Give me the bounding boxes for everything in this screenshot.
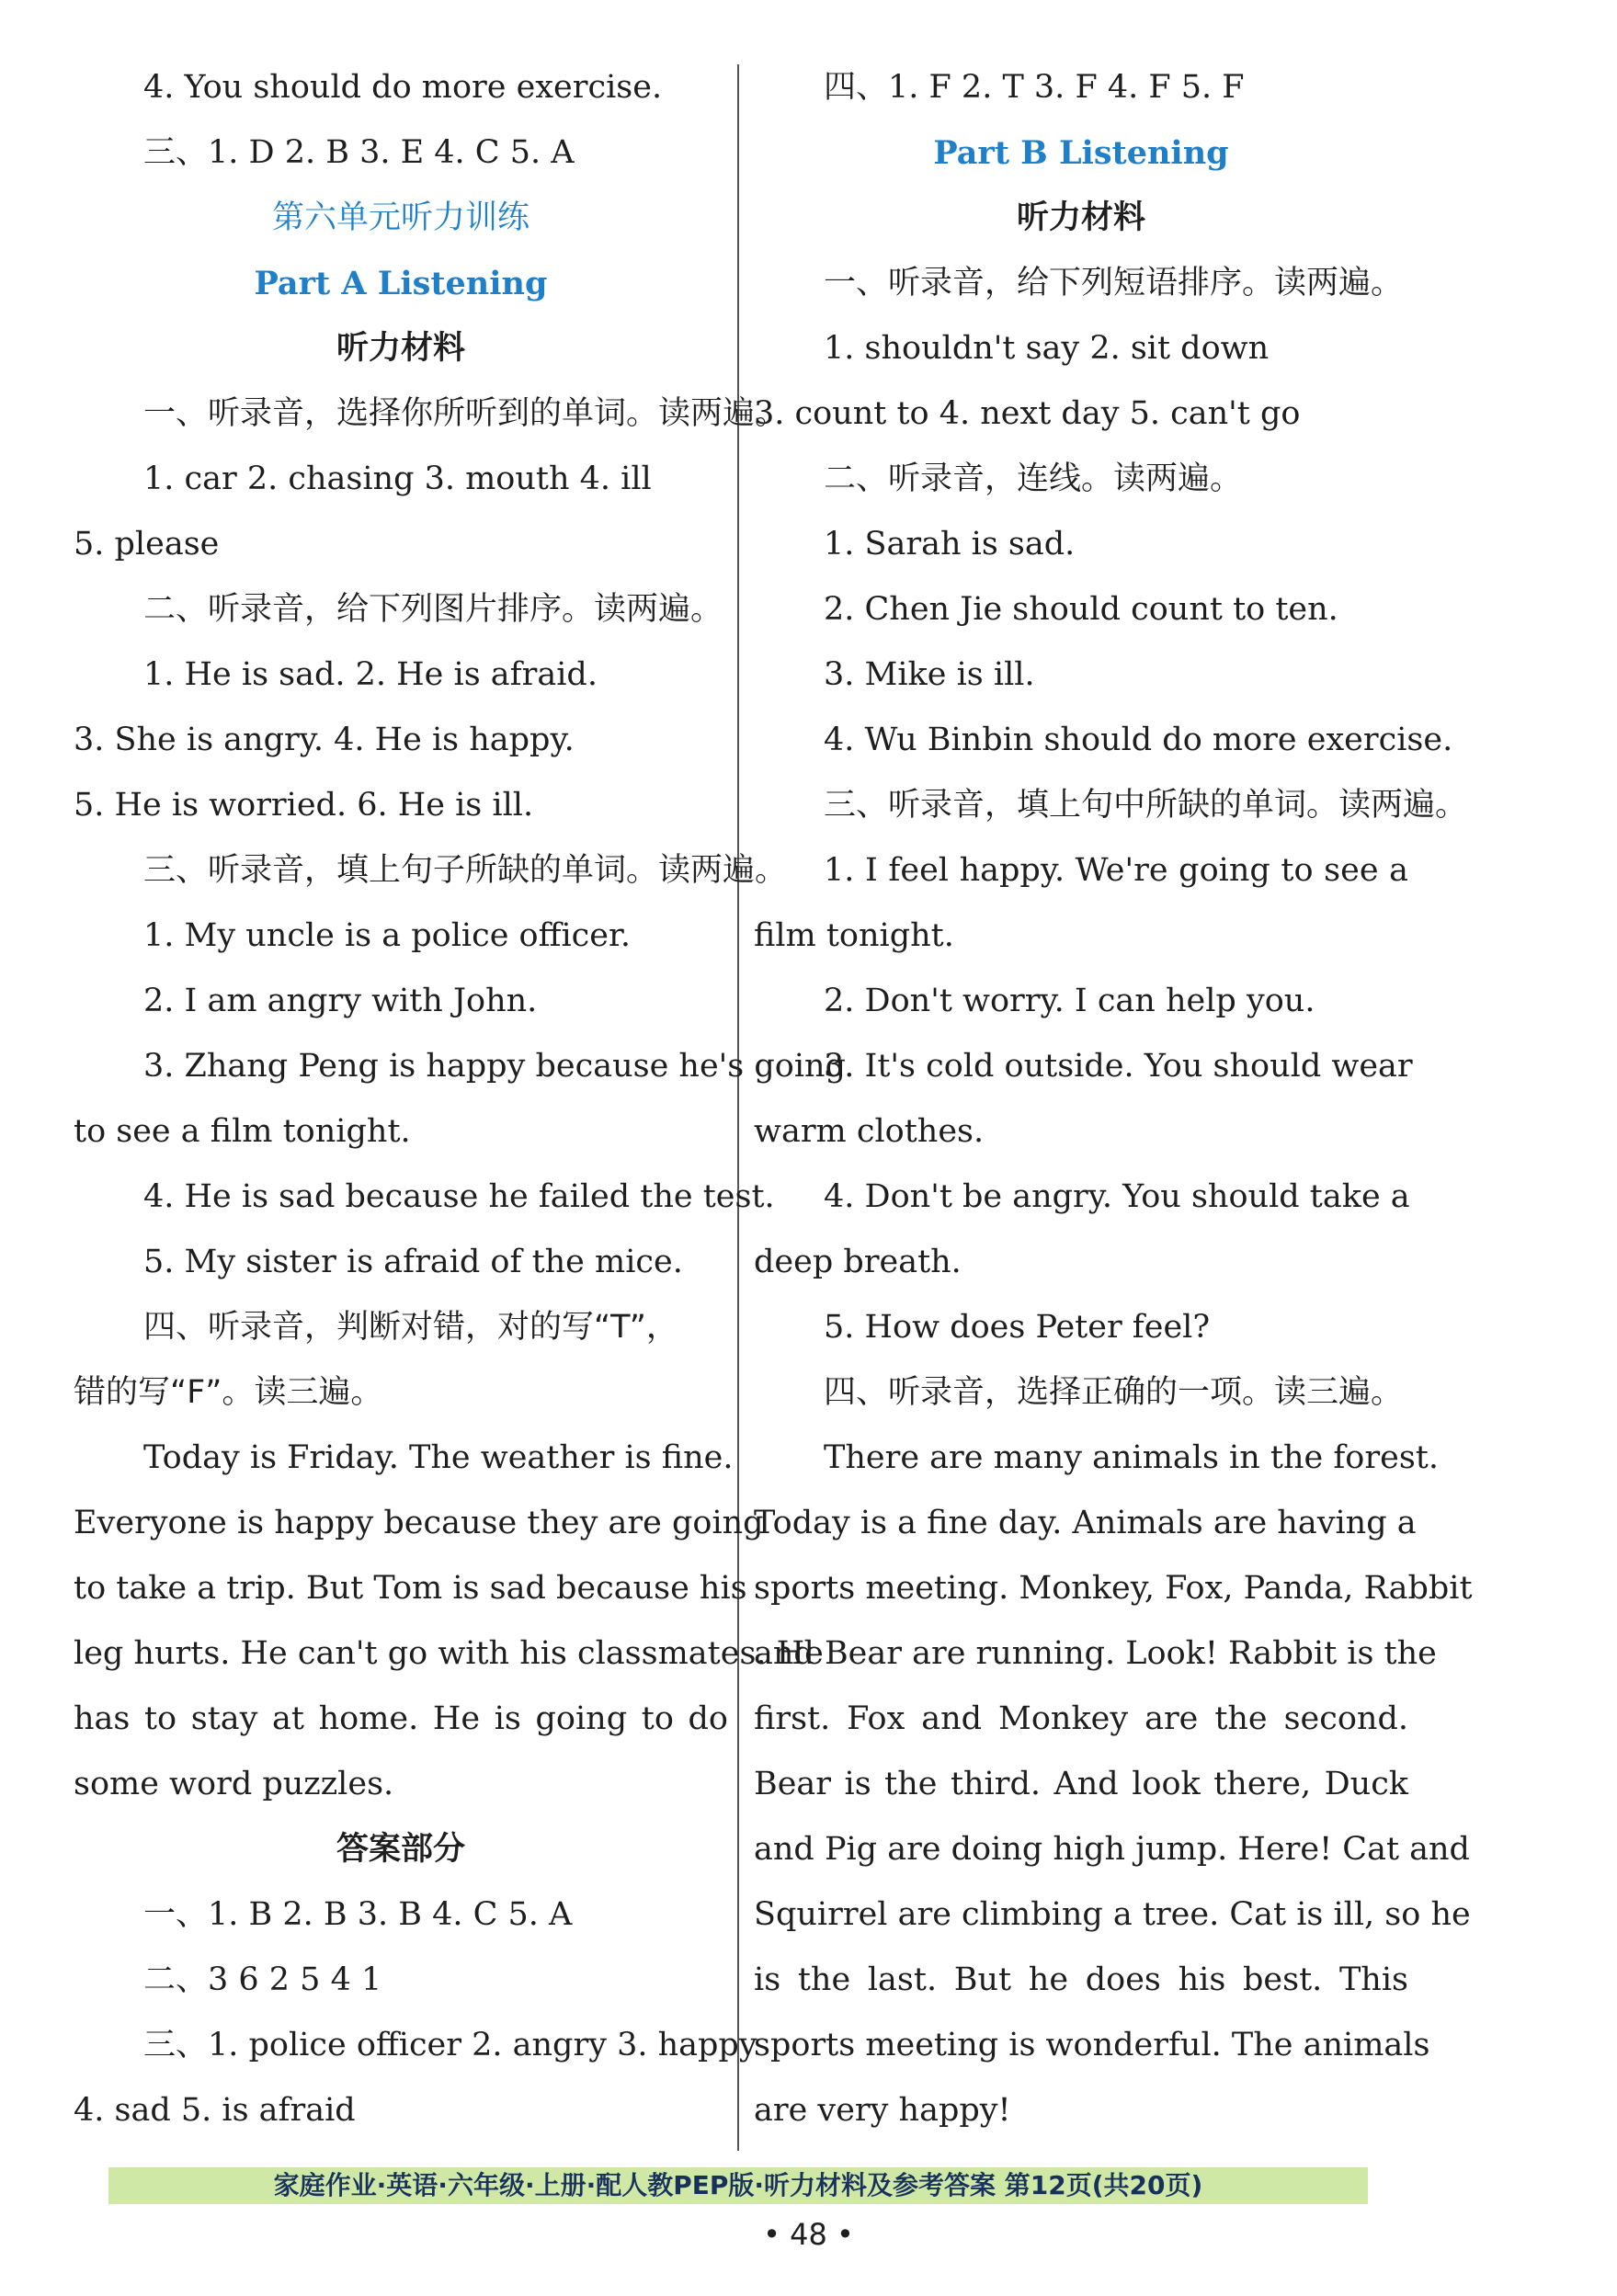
item-line: deep breath. [754, 1244, 962, 1280]
footer-banner: 家庭作业·英语·六年级·上册·配人教PEP版·听力材料及参考答案 第12页(共20页) [108, 2167, 1368, 2204]
passage-line: are very happy! [754, 2092, 1011, 2129]
item-line: 3. She is angry. 4. He is happy. [74, 722, 575, 758]
column-divider [737, 64, 739, 2151]
answer-line: 三、1. police officer 2. angry 3. happy [143, 2027, 757, 2063]
section-heading: 听力材料 [336, 330, 465, 367]
item-line: warm clothes. [754, 1113, 985, 1150]
passage-line: first. Fox and Monkey are the second. [754, 1700, 1408, 1737]
passage-line: Everyone is happy because they are going [74, 1505, 764, 1541]
passage-line: has to stay at home. He is going to do [74, 1700, 728, 1737]
item-line: 1. car 2. chasing 3. mouth 4. ill [143, 460, 652, 497]
page-number: • 48 • [763, 2217, 854, 2252]
item-line: 4. He is sad because he failed the test. [143, 1178, 775, 1215]
item-line: 3. It's cold outside. You should wear [824, 1048, 1413, 1085]
item-line: 3. Zhang Peng is happy because he's going [143, 1048, 846, 1085]
left-column [74, 55, 846, 2143]
item-line: 5. please [74, 526, 220, 563]
instruction-line: 一、听录音，选择你所听到的单词。读两遍。 [143, 395, 788, 432]
item-line: 3. count to 4. next day 5. can't go [754, 395, 1301, 432]
part-b-heading: Part B Listening [933, 134, 1229, 172]
instruction-line: 二、听录音，给下列图片排序。读两遍。 [143, 591, 723, 628]
item-line: 5. He is worried. 6. He is ill. [74, 787, 534, 824]
passage-line: There are many animals in the forest. [824, 1439, 1439, 1476]
item-line: 4. Don't be angry. You should take a [824, 1178, 1410, 1215]
passage-line: sports meeting is wonderful. The animals [754, 2027, 1430, 2063]
passage-line: to take a trip. But Tom is sad because his [74, 1570, 747, 1607]
instruction-line: 二、听录音，连线。读两遍。 [824, 460, 1243, 497]
item-line: 1. I feel happy. We're going to see a [824, 852, 1408, 889]
passage-line: Squirrel are climbing a tree. Cat is ill, so he [754, 1896, 1471, 1933]
passage-line: Today is Friday. The weather is fine. [143, 1439, 734, 1476]
answer-line: 三、1. D 2. B 3. E 4. C 5. A [143, 134, 575, 171]
item-line: 1. He is sad. 2. He is afraid. [143, 656, 598, 693]
instruction-line: 四、听录音，选择正确的一项。读三遍。 [824, 1374, 1404, 1411]
instruction-line: 三、听录音，填上句中所缺的单词。读两遍。 [824, 787, 1468, 824]
item-line: 1. shouldn't say 2. sit down [824, 330, 1270, 367]
item-line: 2. Don't worry. I can help you. [824, 983, 1315, 1019]
item-line: 3. Mike is ill. [824, 656, 1035, 693]
item-line: 5. How does Peter feel? [824, 1309, 1211, 1346]
answer-line: 4. sad 5. is afraid [74, 2092, 356, 2129]
instruction-line: 错的写“F”。读三遍。 [74, 1374, 383, 1411]
passage-line: is the last. But he does his best. This [754, 1961, 1408, 1998]
instruction-line: 三、听录音，填上句子所缺的单词。读两遍。 [143, 852, 788, 889]
instruction-line: 四、听录音，判断对错，对的写“T”， [143, 1309, 678, 1346]
passage-line: leg hurts. He can't go with his classmates. He [74, 1635, 824, 1672]
answer-line: 一、1. B 2. B 3. B 4. C 5. A [143, 1896, 573, 1933]
item-line: 5. My sister is afraid of the mice. [143, 1244, 683, 1280]
item-line: to see a film tonight. [74, 1113, 411, 1150]
passage-line: Bear is the third. And look there, Duck [754, 1766, 1408, 1802]
item-line: 1. Sarah is sad. [824, 526, 1076, 563]
part-a-heading: Part A Listening [254, 265, 548, 302]
answer-line: 二、3 6 2 5 4 1 [143, 1961, 382, 1998]
item-line: 2. I am angry with John. [143, 983, 538, 1019]
item-line: 4. Wu Binbin should do more exercise. [824, 722, 1453, 758]
unit-title: 第六单元听力训练 [271, 199, 530, 236]
passage-line: some word puzzles. [74, 1766, 394, 1802]
answers-heading: 答案部分 [336, 1831, 465, 1868]
passage-line: and Bear are running. Look! Rabbit is the [754, 1635, 1437, 1672]
passage-line: and Pig are doing high jump. Here! Cat and [754, 1831, 1470, 1868]
item-line: 2. Chen Jie should count to ten. [824, 591, 1338, 628]
item-line: 1. My uncle is a police officer. [143, 917, 632, 954]
right-column [754, 55, 1473, 2143]
instruction-line: 一、听录音，给下列短语排序。读两遍。 [824, 265, 1404, 301]
passage-line: Today is a fine day. Animals are having a [754, 1505, 1417, 1541]
item-line: film tonight. [754, 917, 954, 954]
answer-line: 四、1. F 2. T 3. F 4. F 5. F [824, 69, 1245, 106]
answer-line: 4. You should do more exercise. [143, 69, 663, 106]
section-heading: 听力材料 [1016, 199, 1145, 236]
passage-line: sports meeting. Monkey, Fox, Panda, Rabbit [754, 1570, 1473, 1607]
